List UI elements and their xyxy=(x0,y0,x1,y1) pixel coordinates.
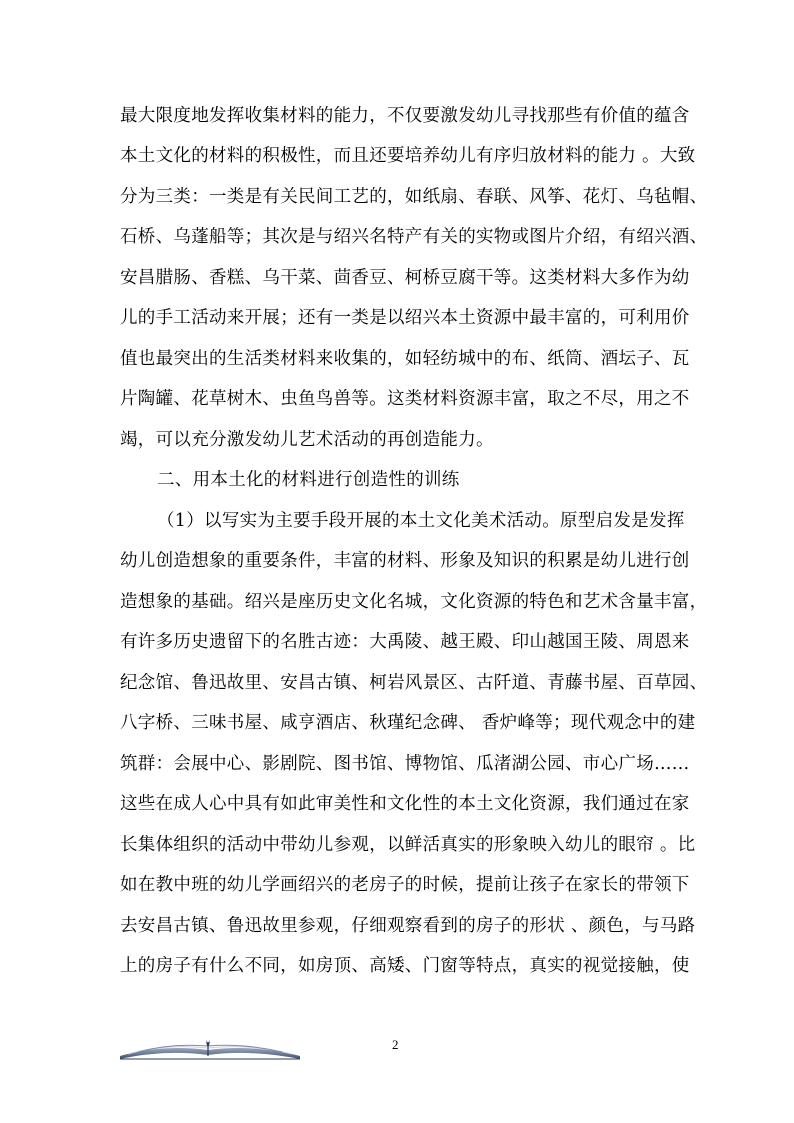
text-line: 长集体组织的活动中带幼儿参观，以鲜活真实的形象映入幼儿的眼帘 。比 xyxy=(120,835,696,855)
page-number: 2 xyxy=(392,1037,399,1052)
text-line: 这些在成人心中具有如此审美性和文化性的本土文化资源，我们通过在家 xyxy=(120,794,690,814)
text-line: 八字桥、三味书屋、咸亨酒店、秋瑾纪念碑、 香炉峰等；现代观念中的建 xyxy=(120,713,696,733)
text-line: 石桥、乌蓬船等；其次是与绍兴名特产有关的实物或图片介绍，有绍兴酒、 xyxy=(120,227,708,247)
text-line: 纪念馆、鲁迅故里、安昌古镇、柯岩风景区、古阡道、青藤书屋、百草园、 xyxy=(120,673,708,693)
text-line: 最大限度地发挥收集材料的能力，不仅要激发幼儿寻找那些有价值的蕴含 xyxy=(120,106,690,126)
open-book-icon xyxy=(118,1036,302,1060)
text-line: 上的房子有什么不同，如房顶、高矮、门窗等特点，真实的视觉接触，使 xyxy=(120,956,690,976)
text-line: 筑群：会展中心、影剧院、图书馆、博物馆、瓜渚湖公园、市心广场…… xyxy=(120,754,690,774)
text-line: 值也最突出的生活类材料来收集的，如轻纺城中的布、纸筒、酒坛子、瓦 xyxy=(120,349,690,369)
text-line: 本土文化的材料的积极性，而且还要培养幼儿有序归放材料的能力 。大致 xyxy=(120,146,696,166)
text-line: 有许多历史遗留下的名胜古迹：大禹陵、越王殿、印山越国王陵、周恩来 xyxy=(120,632,690,652)
text-line: 儿的手工活动来开展；还有一类是以绍兴本土资源中最丰富的，可利用价 xyxy=(120,308,690,328)
text-line: 安昌腊肠、香糕、乌干菜、茴香豆、柯桥豆腐干等。这类材料大多作为幼 xyxy=(120,268,690,288)
text-line: 幼儿创造想象的重要条件，丰富的材料、形象及知识的积累是幼儿进行创 xyxy=(120,551,690,571)
section-heading: 二、用本土化的材料进行创造性的训练 xyxy=(157,470,460,490)
paragraph-first-line: （1）以写实为主要手段开展的本土文化美术活动。原型启发是发挥 xyxy=(157,511,685,531)
text-line: 片陶罐、花草树木、虫鱼鸟兽等。这类材料资源丰富，取之不尽，用之不 xyxy=(120,389,690,409)
text-line: 去安昌古镇、鲁迅故里参观，仔细观察看到的房子的形状 、颜色，与马路 xyxy=(120,916,696,936)
text-line: 分为三类：一类是有关民间工艺的，如纸扇、春联、风筝、花灯、乌毡帽、 xyxy=(120,187,708,207)
text-line: 造想象的基础。绍兴是座历史文化名城，文化资源的特色和艺术含量丰富， xyxy=(120,592,708,612)
text-line: 竭，可以充分激发幼儿艺术活动的再创造能力。 xyxy=(120,430,494,450)
text-line: 如在教中班的幼儿学画绍兴的老房子的时候，提前让孩子在家长的带领下 xyxy=(120,875,690,895)
